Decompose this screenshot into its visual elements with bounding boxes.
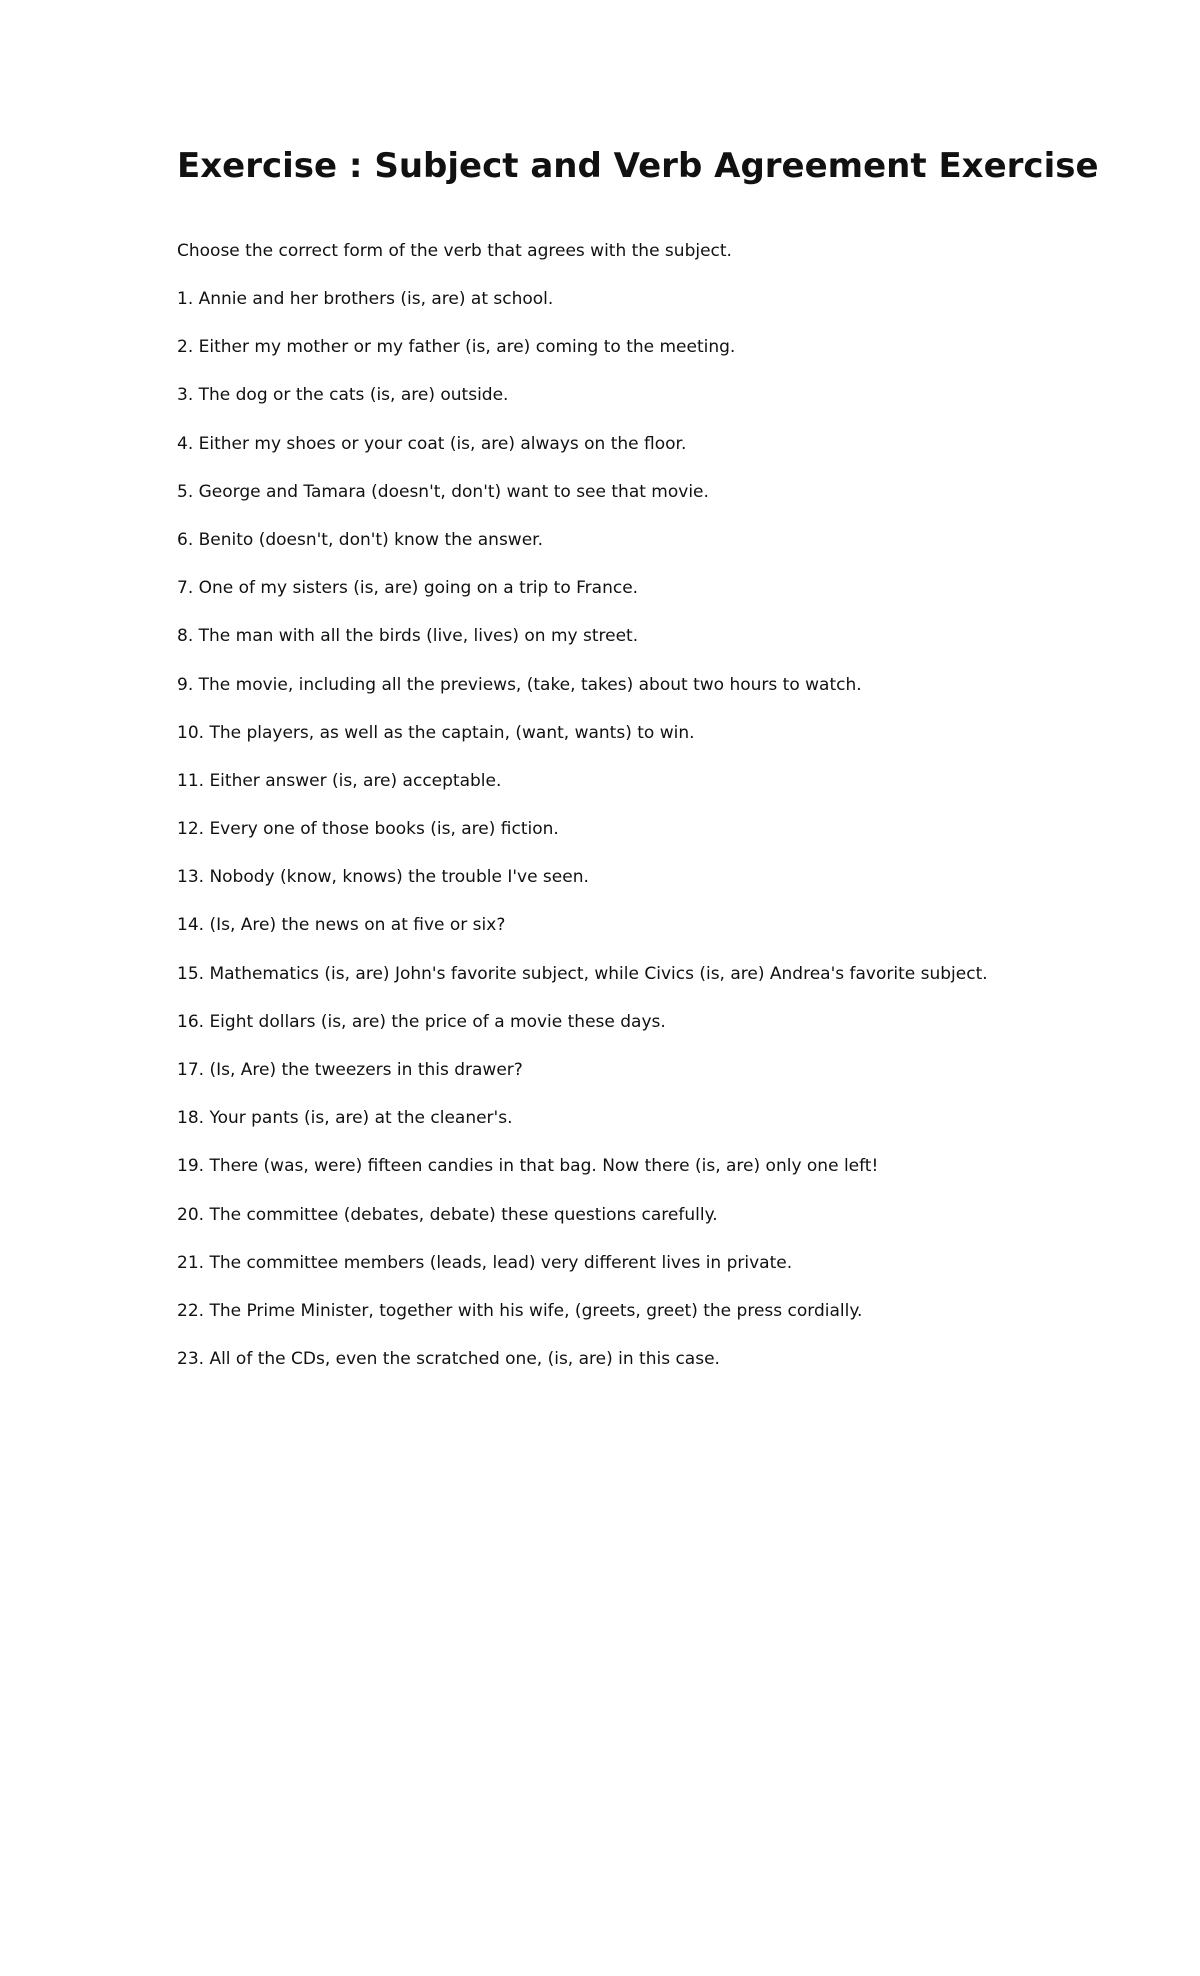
exercise-item: 4. Either my shoes or your coat (is, are) always on the floor. (177, 433, 687, 454)
exercise-instructions: Choose the correct form of the verb that agrees with the subject. (177, 241, 732, 261)
exercise-item: 19. There (was, were) fifteen candies in that bag. Now there (is, are) only one left! (177, 1156, 879, 1177)
exercise-list (177, 284, 988, 1392)
exercise-item: 5. George and Tamara (doesn't, don't) want to see that movie. (177, 481, 709, 502)
exercise-item: 7. One of my sisters (is, are) going on a trip to France. (177, 578, 639, 599)
exercise-item: 22. The Prime Minister, together with his wife, (greets, greet) the press cordially. (177, 1300, 863, 1321)
exercise-item: 8. The man with all the birds (live, lives) on my street. (177, 626, 639, 647)
exercise-item: 21. The committee members (leads, lead) very different lives in private. (177, 1252, 793, 1273)
exercise-item: 6. Benito (doesn't, don't) know the answer. (177, 529, 543, 550)
exercise-item: 3. The dog or the cats (is, are) outside. (177, 385, 509, 406)
exercise-item: 1. Annie and her brothers (is, are) at school. (177, 289, 554, 309)
exercise-item: 17. (Is, Are) the tweezers in this drawer? (177, 1060, 523, 1080)
exercise-item: 9. The movie, including all the previews, (take, takes) about two hours to watch. (177, 674, 862, 695)
exercise-item: 18. Your pants (is, are) at the cleaner's. (177, 1108, 513, 1129)
exercise-item: 20. The committee (debates, debate) these questions carefully. (177, 1204, 718, 1225)
exercise-item: 14. (Is, Are) the news on at five or six? (177, 915, 506, 936)
exercise-item: 16. Eight dollars (is, are) the price of a movie these days. (177, 1011, 666, 1032)
exercise-item: 12. Every one of those books (is, are) fiction. (177, 819, 559, 840)
exercise-item: 2. Either my mother or my father (is, are) coming to the meeting. (177, 337, 736, 358)
exercise-item: 11. Either answer (is, are) acceptable. (177, 770, 502, 791)
document-title: Exercise : Subject and Verb Agreement Exercise (177, 146, 1099, 186)
exercise-item: 23. All of the CDs, even the scratched one, (is, are) in this case. (177, 1349, 720, 1370)
exercise-item: 13. Nobody (know, knows) the trouble I've seen. (177, 867, 589, 888)
exercise-item: 10. The players, as well as the captain, (want, wants) to win. (177, 722, 695, 743)
exercise-item: 15. Mathematics (is, are) John's favorite subject, while Civics (is, are) Andrea's favorite subject. (177, 963, 988, 984)
